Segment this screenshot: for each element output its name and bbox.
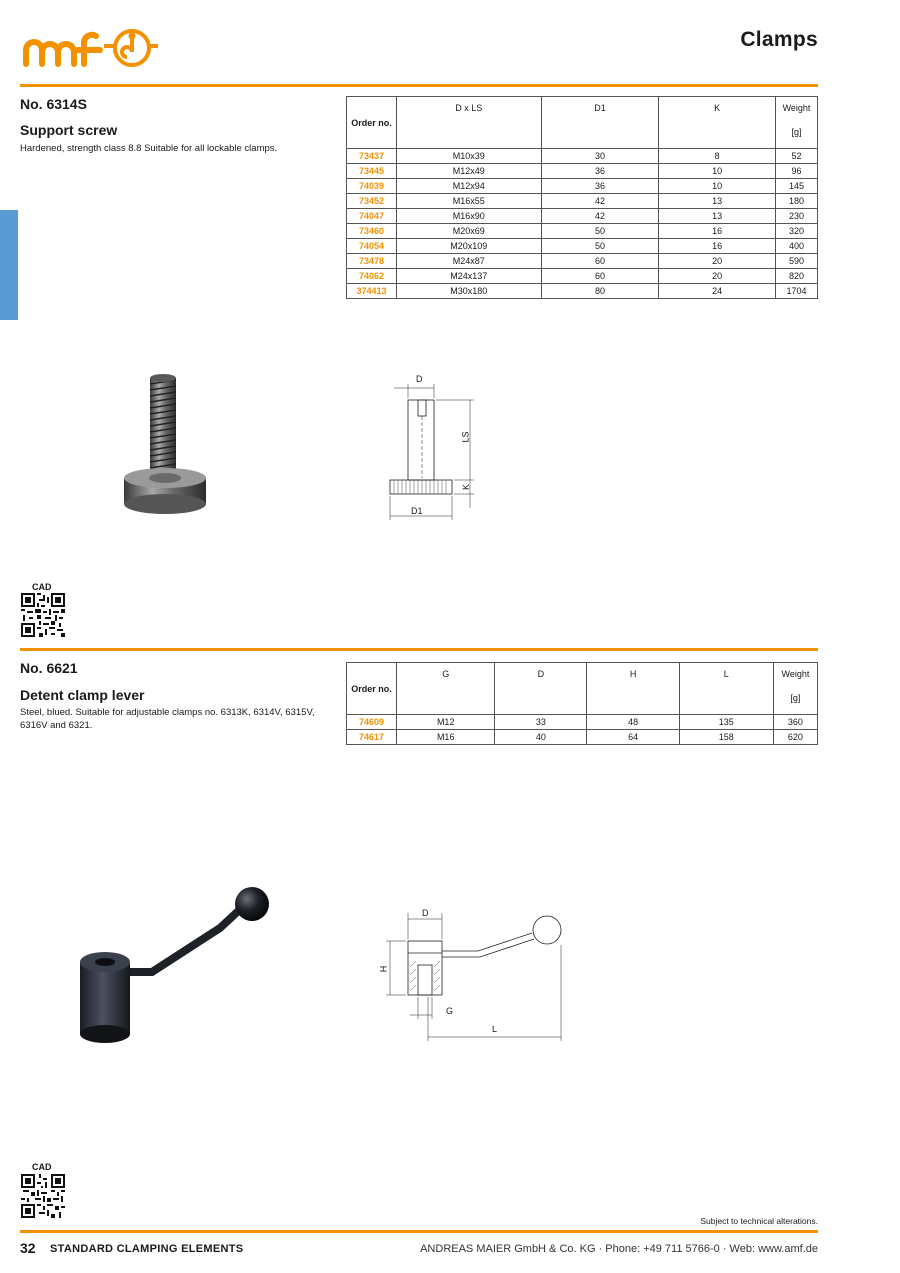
table-row <box>347 164 818 179</box>
table-cell: M12x49 <box>396 164 541 179</box>
table-cell: 42 <box>541 209 659 224</box>
page-title: Clamps <box>740 28 818 51</box>
table-cell: 145 <box>776 179 818 194</box>
table-row <box>347 179 818 194</box>
table-row <box>347 209 818 224</box>
order-number[interactable]: 73460 <box>347 224 397 239</box>
table-cell: 80 <box>541 284 659 299</box>
column-header: D x LS <box>396 97 541 149</box>
dimension-label: LS <box>460 431 471 443</box>
table-cell: M16x90 <box>396 209 541 224</box>
table-cell: 820 <box>776 269 818 284</box>
table-cell: 24 <box>659 284 776 299</box>
spec-table <box>346 96 818 299</box>
order-number[interactable]: 74054 <box>347 239 397 254</box>
table-row <box>347 284 818 299</box>
table-cell: 36 <box>541 164 659 179</box>
dimension-label: H <box>378 965 389 973</box>
column-header: Order no. <box>347 663 397 715</box>
order-number[interactable]: 374413 <box>347 284 397 299</box>
qr-code-icon[interactable] <box>21 593 65 637</box>
column-header: D <box>495 663 587 715</box>
table-cell: 60 <box>541 254 659 269</box>
cad-label: CAD <box>32 582 52 592</box>
footer-rule <box>20 1230 818 1233</box>
table-cell: 400 <box>776 239 818 254</box>
order-number[interactable]: 73437 <box>347 149 397 164</box>
column-header-weight <box>776 97 818 149</box>
table-cell: 96 <box>776 164 818 179</box>
section-name: Detent clamp lever <box>20 687 145 703</box>
table-cell: 64 <box>587 730 679 745</box>
column-header: D1 <box>541 97 659 149</box>
dimension-label: D <box>416 374 423 384</box>
table-cell: 60 <box>541 269 659 284</box>
table-cell: 360 <box>773 715 817 730</box>
order-number[interactable]: 73478 <box>347 254 397 269</box>
table-cell: M20x109 <box>396 239 541 254</box>
table-cell: 48 <box>587 715 679 730</box>
table-cell: 230 <box>776 209 818 224</box>
table-cell: 158 <box>679 730 773 745</box>
table-cell: 135 <box>679 715 773 730</box>
table-cell: M10x39 <box>396 149 541 164</box>
table-row <box>347 194 818 209</box>
table-cell: 13 <box>659 194 776 209</box>
table-row <box>347 269 818 284</box>
dimension-label: K <box>461 483 472 491</box>
table-cell: 20 <box>659 254 776 269</box>
chapter-tab <box>0 210 18 320</box>
order-number[interactable]: 74062 <box>347 269 397 284</box>
qr-code-icon[interactable] <box>21 1174 65 1218</box>
section-description: Hardened, strength class 8.8 Suitable for all lockable clamps. <box>20 143 278 154</box>
section-number: No. 6621 <box>20 660 78 676</box>
table-cell: M24x137 <box>396 269 541 284</box>
table-cell: 20 <box>659 269 776 284</box>
weight-label: Weight <box>782 103 811 113</box>
company-info: ANDREAS MAIER GmbH & Co. KG · Phone: +49 711 5766-0 · Web: www.amf.de <box>420 1243 818 1255</box>
spec-table <box>346 662 818 745</box>
support-screw-photo <box>110 370 220 520</box>
footnote: Subject to technical alterations. <box>700 1216 818 1226</box>
cad-label: CAD <box>32 1162 52 1172</box>
table-cell: M16 <box>397 730 495 745</box>
clamp-lever-drawing <box>380 905 580 1045</box>
order-number[interactable]: 74609 <box>347 715 397 730</box>
weight-unit: [g] <box>791 127 802 137</box>
table-cell: 10 <box>659 164 776 179</box>
table-cell: 42 <box>541 194 659 209</box>
table-cell: 620 <box>773 730 817 745</box>
order-number[interactable]: 74617 <box>347 730 397 745</box>
section-number: No. 6314S <box>20 96 87 112</box>
weight-unit: [g] <box>790 693 801 703</box>
column-header: G <box>397 663 495 715</box>
dimension-label: L <box>492 1024 498 1034</box>
table-cell: 33 <box>495 715 587 730</box>
table-cell: 10 <box>659 179 776 194</box>
table-cell: M20x69 <box>396 224 541 239</box>
order-number[interactable]: 73452 <box>347 194 397 209</box>
table-cell: 30 <box>541 149 659 164</box>
table-cell: 13 <box>659 209 776 224</box>
weight-label: Weight <box>781 669 810 679</box>
table-cell: 50 <box>541 239 659 254</box>
section-description: Steel, blued. Suitable for adjustable clamps no. 6313K, 6314V, 6315V, 6316V and 6321. <box>20 707 315 731</box>
table-cell: 36 <box>541 179 659 194</box>
table-cell: 180 <box>776 194 818 209</box>
table-cell: M16x55 <box>396 194 541 209</box>
order-number[interactable]: 74039 <box>347 179 397 194</box>
table-row <box>347 715 818 730</box>
header-rule <box>20 84 818 87</box>
table-row <box>347 254 818 269</box>
table-row <box>347 239 818 254</box>
table-cell: 50 <box>541 224 659 239</box>
column-header: Order no. <box>347 97 397 149</box>
table-row <box>347 149 818 164</box>
table-cell: M12x94 <box>396 179 541 194</box>
table-row <box>347 224 818 239</box>
table-row <box>347 730 818 745</box>
clamp-lever-photo <box>70 880 280 1045</box>
dimension-label: G <box>446 1006 454 1016</box>
table-cell: 16 <box>659 224 776 239</box>
table-cell: M24x87 <box>396 254 541 269</box>
section-name: Support screw <box>20 122 118 138</box>
table-cell: M30x180 <box>396 284 541 299</box>
page-number: 32 <box>20 1240 36 1256</box>
table-cell: 40 <box>495 730 587 745</box>
table-cell: M12 <box>397 715 495 730</box>
table-cell: 320 <box>776 224 818 239</box>
dimension-label: D1 <box>411 506 423 516</box>
column-header: L <box>679 663 773 715</box>
table-cell: 1704 <box>776 284 818 299</box>
column-header-weight <box>773 663 817 715</box>
table-cell: 16 <box>659 239 776 254</box>
order-number[interactable]: 73445 <box>347 164 397 179</box>
catalog-title: STANDARD CLAMPING ELEMENTS <box>50 1243 244 1255</box>
order-number[interactable]: 74047 <box>347 209 397 224</box>
table-cell: 590 <box>776 254 818 269</box>
table-cell: 8 <box>659 149 776 164</box>
column-header: H <box>587 663 679 715</box>
column-header: K <box>659 97 776 149</box>
dimension-label: D <box>422 908 429 918</box>
amf-logo <box>20 24 160 70</box>
table-cell: 52 <box>776 149 818 164</box>
section-rule <box>20 648 818 651</box>
support-screw-drawing <box>380 370 490 520</box>
